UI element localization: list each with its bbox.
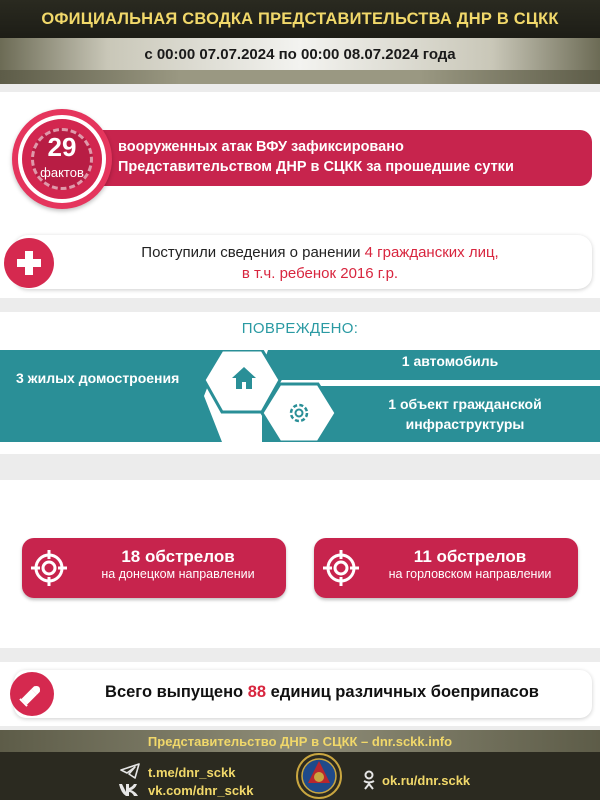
casualties-line-2: в т.ч. ребенок 2016 г.р. (241, 265, 399, 282)
footer-strip: Представительство ДНР в СЦКК – dnr.sckk.info (0, 730, 600, 752)
ammo-suffix: единиц различных боеприпасов (266, 683, 539, 701)
shelling-donetsk-text (78, 547, 278, 582)
homes-band (0, 350, 222, 442)
vk-icon (118, 783, 142, 797)
gear-icon (286, 400, 312, 426)
report-period: с 00:00 07.07.2024 по 00:00 08.07.2024 года (144, 45, 456, 63)
attacks-line-2: Представительством ДНР в СЦКК за прошедшие сутки (118, 159, 514, 175)
odnoklassniki-icon (362, 770, 376, 790)
damaged-car: 1 автомобиль (401, 353, 499, 369)
shelling-donetsk-count: 18 обстрелов (121, 547, 235, 566)
ammo-prefix: Всего выпущено (105, 683, 248, 701)
target-icon (30, 549, 68, 587)
bullet-icon (10, 672, 54, 716)
medical-cross-icon (4, 238, 54, 288)
attacks-description (88, 130, 592, 186)
infra-line-2: инфраструктуры (405, 416, 525, 432)
ok-link[interactable]: ok.ru/dnr.sckk (382, 773, 471, 788)
casualties-prefix: Поступили сведения о ранении (141, 244, 365, 261)
date-underline (0, 70, 600, 84)
emblem-icon (296, 753, 342, 799)
vk-link[interactable]: vk.com/dnr_sckk (148, 783, 254, 798)
telegram-link[interactable]: t.me/dnr_sckk (148, 765, 236, 780)
telegram-icon (120, 763, 140, 779)
casualties-text (60, 242, 580, 284)
ammo-value: 88 (247, 683, 267, 701)
ammo-text (60, 683, 584, 702)
shelling-donetsk-direction: на донецком направлении (101, 567, 255, 581)
house-icon (230, 364, 258, 392)
attacks-line-1: вооруженных атак ВФУ зафиксировано (118, 139, 404, 155)
attacks-unit: фактов (40, 165, 84, 180)
shelling-gorlovka-count: 11 обстрелов (413, 547, 527, 566)
damaged-infrastructure (330, 394, 600, 434)
damaged-title: ПОВРЕЖДЕНО: (241, 320, 359, 337)
damaged-homes: 3 жилых домостроения (16, 370, 180, 386)
casualties-highlight: 4 гражданских лиц, (364, 244, 499, 261)
casualties-line-1 (60, 242, 580, 263)
shelling-gorlovka-text (370, 547, 570, 582)
attacks-count: 29 (47, 132, 77, 162)
target-icon (322, 549, 360, 587)
infra-line-1: 1 объект гражданской (388, 396, 542, 412)
report-title: ОФИЦИАЛЬНАЯ СВОДКА ПРЕДСТАВИТЕЛЬСТВА ДНР В СЦКК (0, 0, 600, 38)
shelling-gorlovka-direction: на горловском направлении (388, 567, 552, 581)
